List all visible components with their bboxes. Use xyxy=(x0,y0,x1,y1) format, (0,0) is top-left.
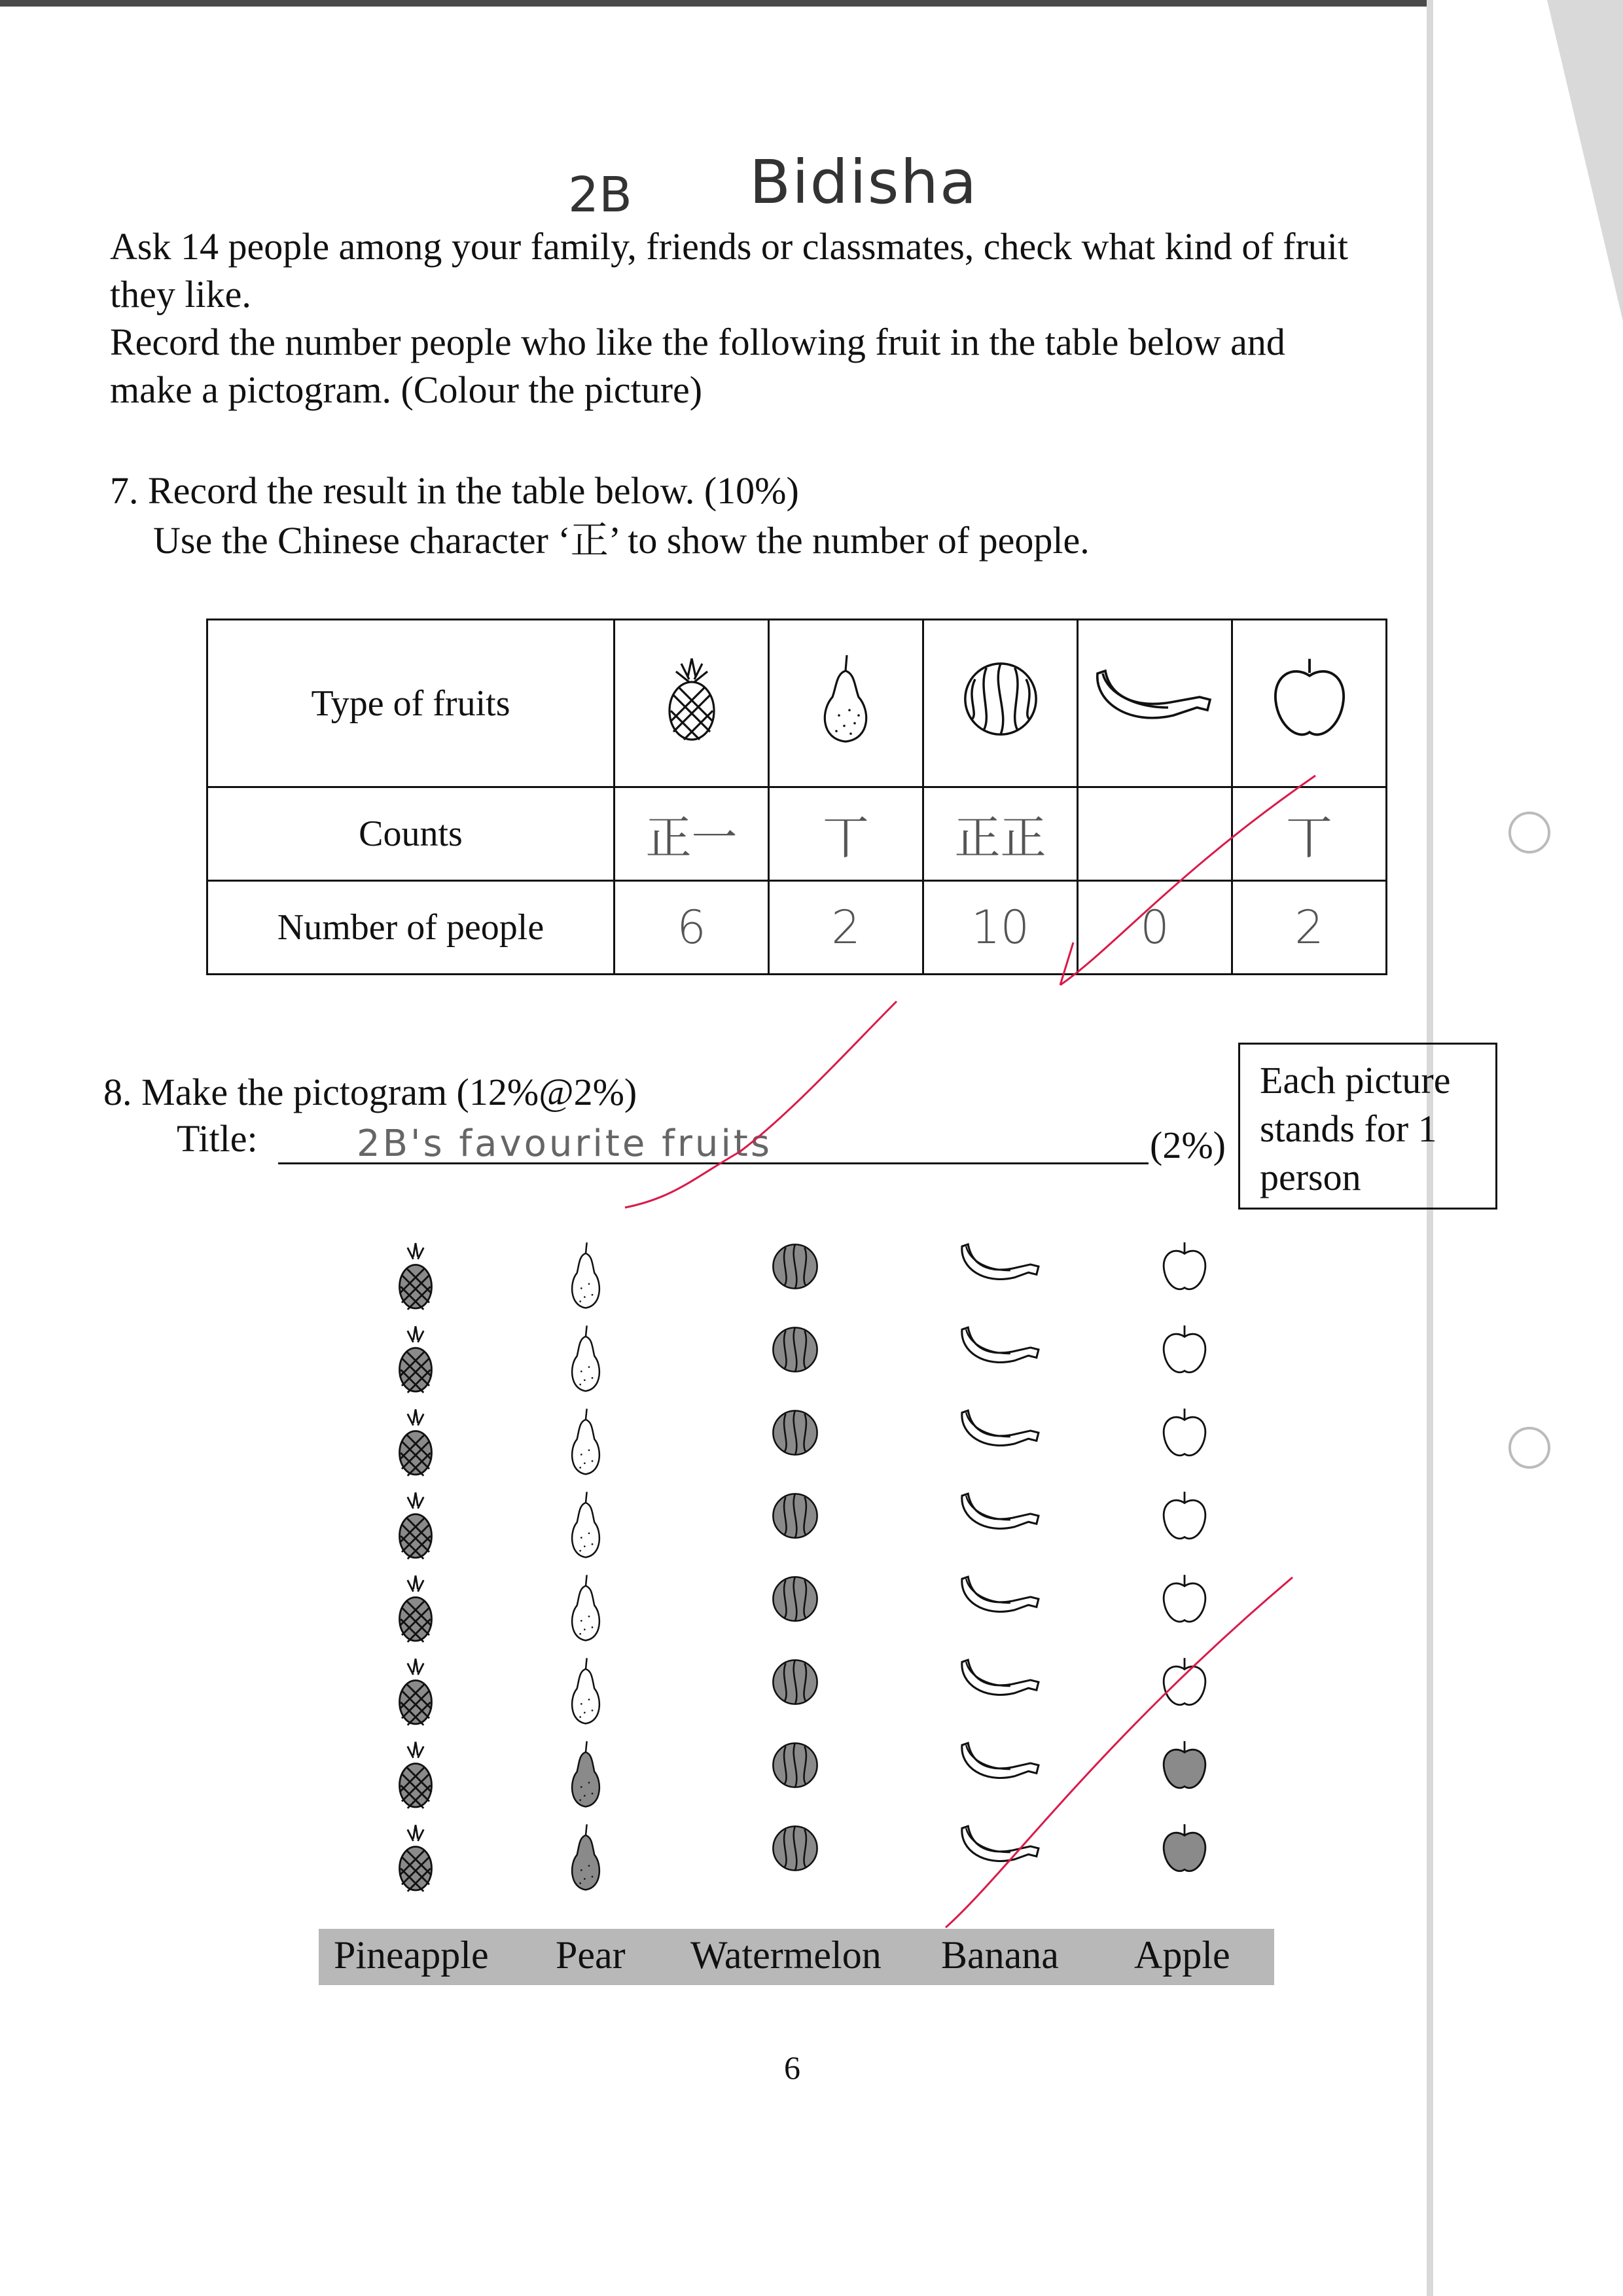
question-7-instruction: Use the Chinese character ‘正’ to show the number of people. xyxy=(153,519,1090,562)
category-label: Banana xyxy=(941,1933,1059,1977)
instruction-line: Ask 14 people among your family, friends or classmates, check what kind of fruit xyxy=(110,225,1349,268)
tally-apple: 丅 xyxy=(1286,810,1332,865)
title-marks: (2%) xyxy=(1150,1124,1226,1166)
key-line: Each picture xyxy=(1260,1059,1451,1102)
tally-watermelon: 正正 xyxy=(954,810,1046,865)
instruction-line: Record the number people who like the following fruit in the table below and xyxy=(110,321,1285,363)
count-pineapple: 6 xyxy=(677,901,706,954)
count-banana: 0 xyxy=(1140,901,1169,954)
count-apple: 2 xyxy=(1294,901,1324,954)
student-name: Bidisha xyxy=(749,147,978,217)
title-label: Title: xyxy=(177,1117,258,1160)
key-line: person xyxy=(1260,1156,1361,1198)
page-number: 6 xyxy=(784,2049,800,2086)
key-line: stands for 1 xyxy=(1260,1107,1437,1150)
instruction-line: they like. xyxy=(110,273,251,315)
category-label: Pineapple xyxy=(334,1933,489,1977)
question-8-heading: 8. Make the pictogram (12%@2%) xyxy=(103,1071,637,1113)
title-answer: 2B's favourite fruits xyxy=(357,1122,773,1165)
count-pear: 2 xyxy=(831,901,861,954)
row-label: Type of fruits xyxy=(207,620,615,787)
row-label: Counts xyxy=(207,787,615,881)
category-label: Pear xyxy=(556,1933,626,1977)
category-label: Watermelon xyxy=(690,1933,882,1977)
tally-pear: 丅 xyxy=(823,810,869,865)
count-watermelon: 10 xyxy=(971,901,1030,954)
question-7-heading: 7. Record the result in the table below. (10%) xyxy=(110,469,799,512)
category-label: Apple xyxy=(1134,1933,1230,1977)
class-name: 2B xyxy=(568,167,632,223)
tally-pineapple: 正一 xyxy=(645,810,738,865)
instruction-line: make a pictogram. (Colour the picture) xyxy=(110,368,703,411)
row-label: Number of people xyxy=(207,881,615,975)
